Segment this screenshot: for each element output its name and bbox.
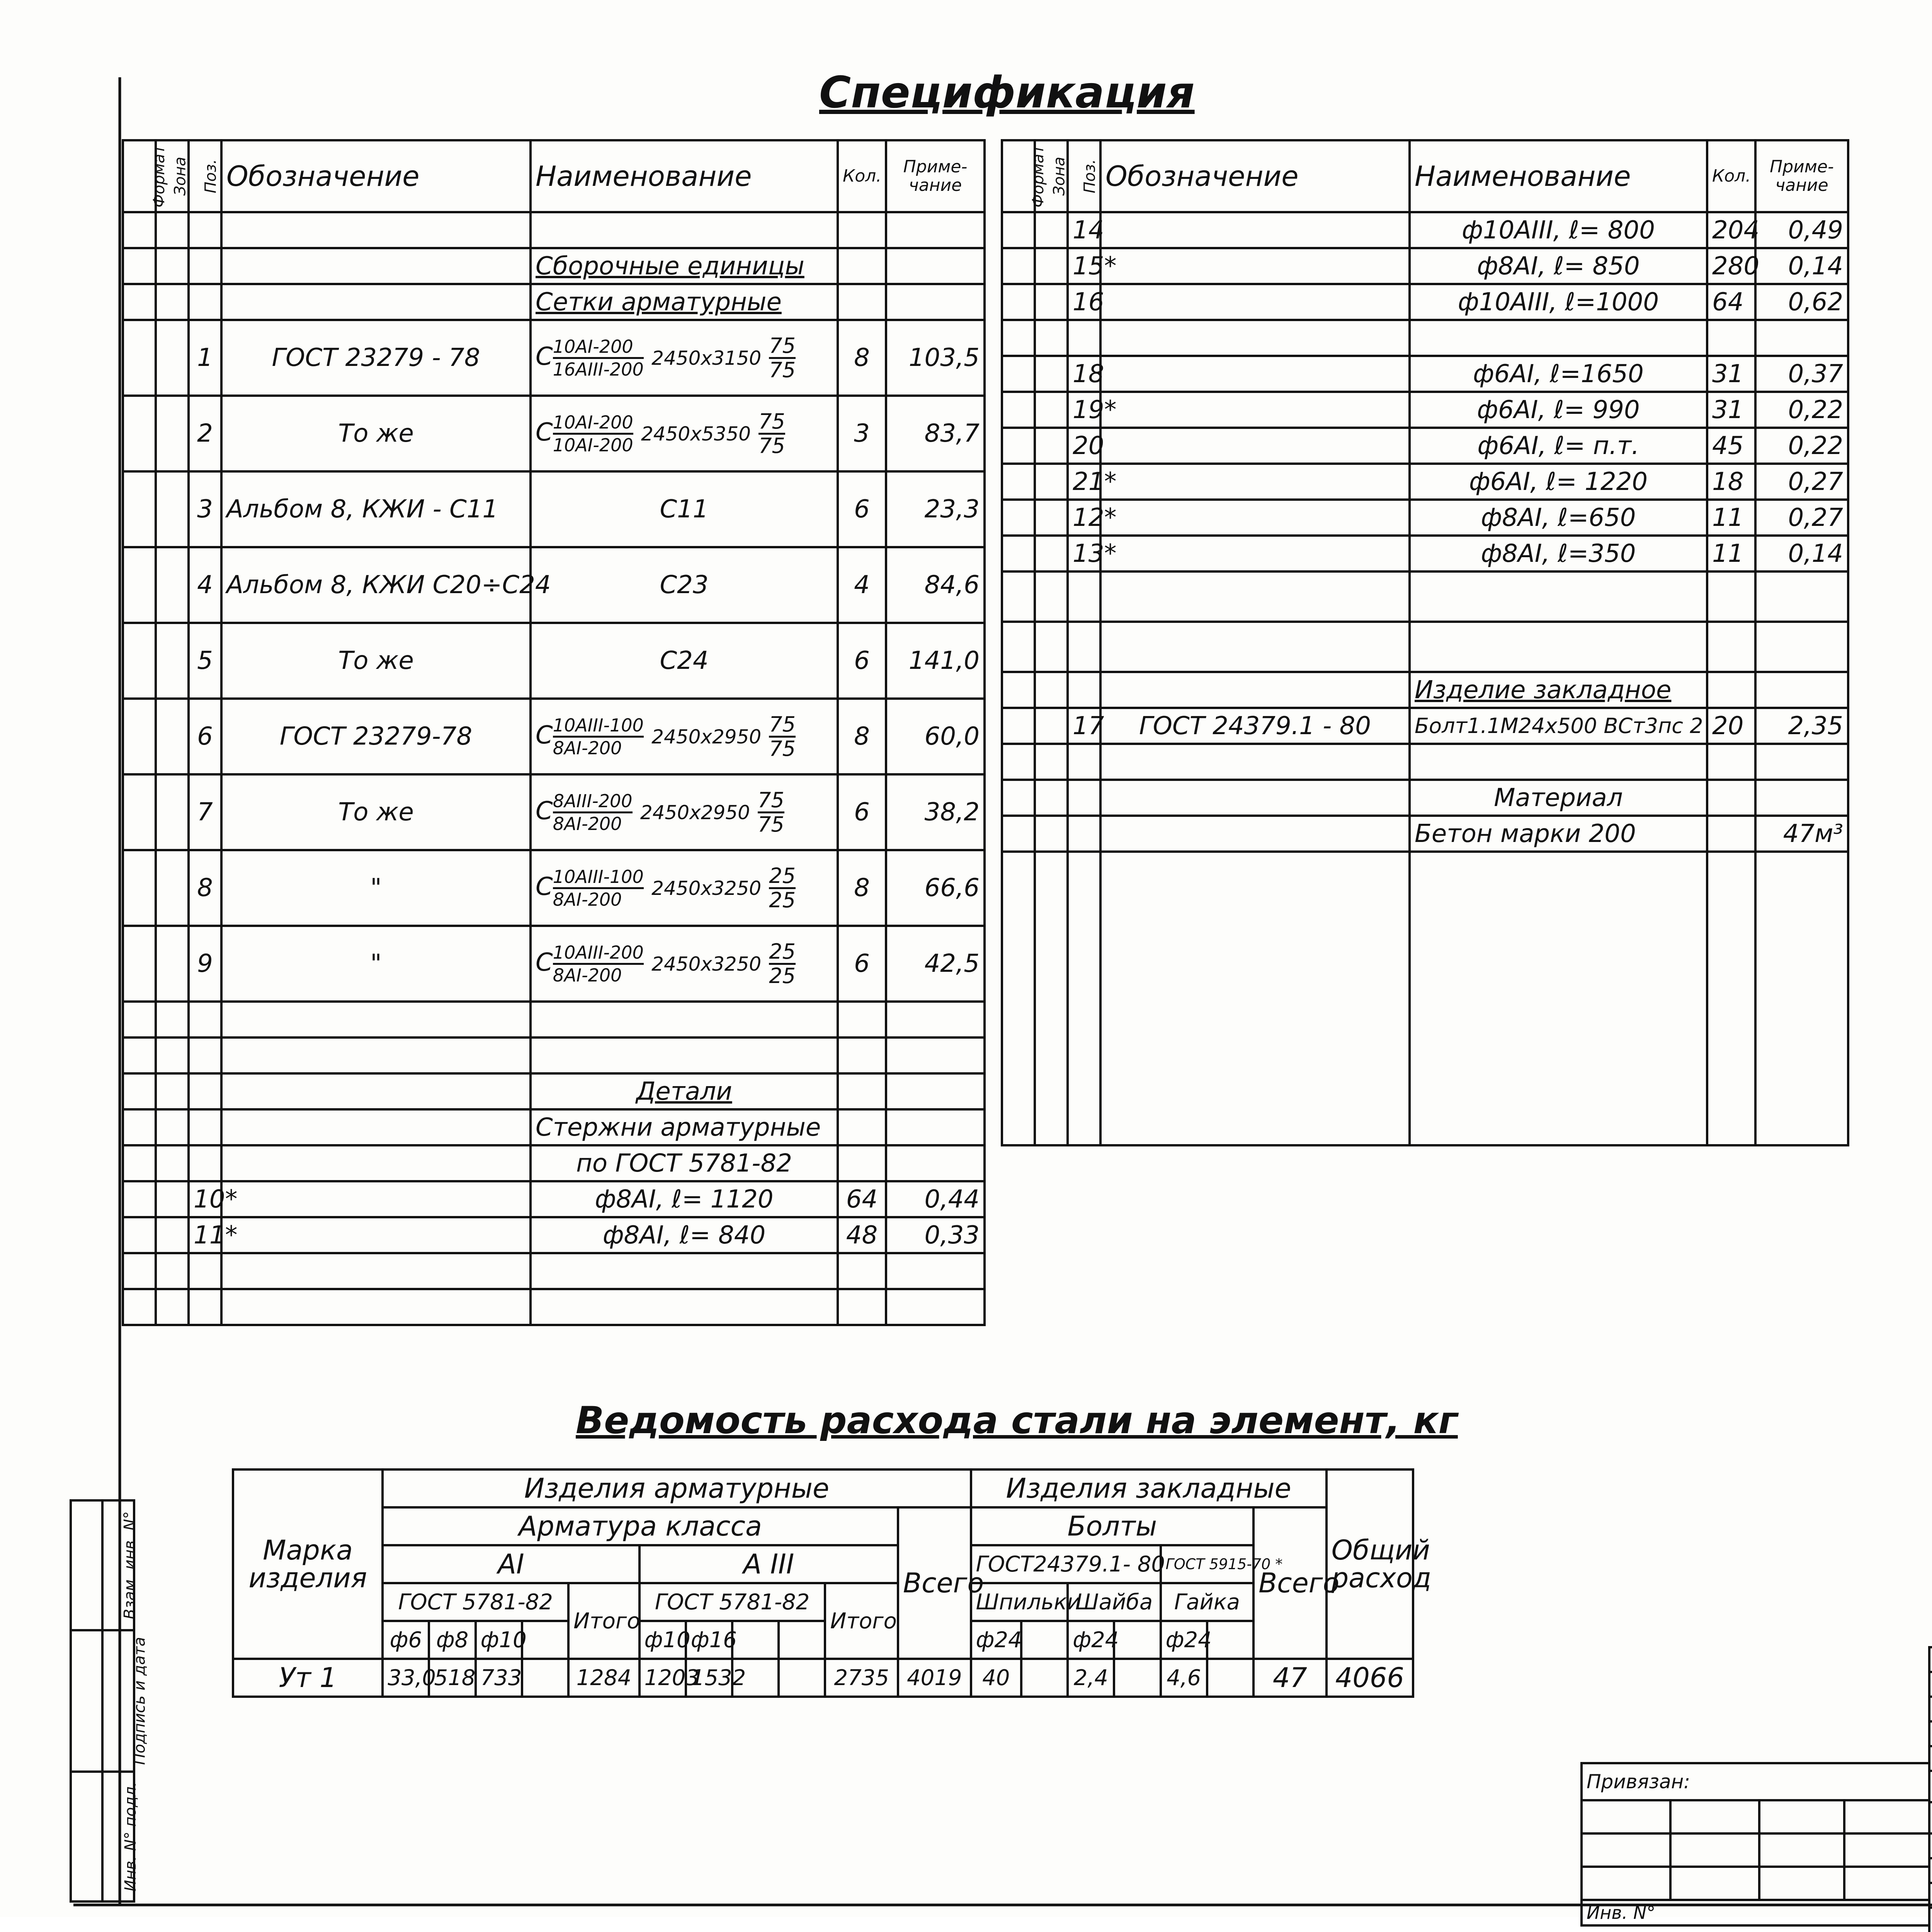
side-b: Подпись и дата	[131, 1637, 149, 1765]
side-c: Взам. инв. N°	[121, 1511, 139, 1619]
spec-row: 11* ф8АI, ℓ= 840 48 0,33	[123, 1217, 985, 1253]
steel-d6: ф6	[383, 1621, 429, 1659]
material-title: Материал	[1410, 780, 1707, 816]
steel-d10: ф10	[476, 1621, 522, 1659]
steel-itogo-1: Итого	[568, 1583, 639, 1659]
steel-total-consumption: Общий расход	[1327, 1469, 1413, 1659]
spec-row: 19* ф6АI, ℓ= 990 31 0,22	[1002, 392, 1848, 428]
spec-row: 13* ф8АI, ℓ=350 11 0,14	[1002, 536, 1848, 571]
role	[1929, 1883, 1932, 1908]
spec-row: 16 ф10АIII, ℓ=1000 64 0,62	[1002, 284, 1848, 320]
spec-row: 2 То же C $\frac{10АI-200}{10АI-200} 2450x5350$ $\frac{75}{75}$ 3 83,7	[123, 396, 985, 471]
sec-assembly: Сборочные единицы	[531, 248, 838, 284]
steel-bolts: Болты	[971, 1507, 1254, 1545]
hdr-pos: Поз.	[202, 159, 220, 194]
spec-title: Спецификация	[819, 68, 1195, 118]
steel-reinf-class: Арматура класса	[383, 1507, 898, 1545]
steel-gost-nut: ГОСТ 5915-70 *	[1161, 1545, 1253, 1583]
hdr-format: Формат	[150, 145, 168, 208]
steel-stud: Шпильки	[971, 1583, 1068, 1621]
rods-label: Стержни арматурные	[531, 1109, 838, 1145]
hdr-format: Формат	[1029, 145, 1048, 208]
hdr-name: Наименование	[1410, 140, 1707, 212]
steel-vsego-1: Всего	[898, 1507, 971, 1659]
role	[1929, 1833, 1932, 1858]
spec-row: 6 ГОСТ 23279-78 C $\frac{\text{10АIII-100}}{8АI-200} 2450x2950$ $\frac{75}{75}$ 8 60,0	[123, 699, 985, 774]
steel-washer: Шайба	[1068, 1583, 1160, 1621]
spec-row: 5 То же С24 6 141,0	[123, 623, 985, 699]
steel-row: Ут 1 33,0 518 733 1284 1203 1532 2735 4019 40 2,4 4,6 47 4066	[233, 1659, 1413, 1697]
spec-row: 12* ф8АI, ℓ=650 11 0,27	[1002, 500, 1848, 536]
embedded-title: Изделие закладное	[1410, 672, 1707, 708]
title-block	[1928, 1646, 1932, 1932]
spec-table-left	[122, 139, 986, 1326]
hdr-designation: Обозначение	[1100, 140, 1410, 212]
steel-d24a: ф24	[971, 1621, 1021, 1659]
side-strip	[70, 1499, 149, 1903]
steel-d8: ф8	[429, 1621, 475, 1659]
spec-row: 1 ГОСТ 23279 - 78 C $\frac{10АI-200}{\text{16АIII-200}} 2450x3150$ $\frac{75}{75}$ 8 103,5	[123, 320, 985, 396]
hdr-designation: Обозначение	[221, 140, 531, 212]
spec-row: 10* ф8АI, ℓ= 1120 64 0,44	[123, 1181, 985, 1217]
steel-gost-ai: ГОСТ 5781-82	[383, 1583, 568, 1621]
spec-row: 9 " C $\frac{\text{10АIII-200}}{8АI-200} 2450x3250$ $\frac{25}{25}$ 6 42,5	[123, 926, 985, 1002]
spec-row: 17 ГОСТ 24379.1 - 80 Болт1.1М24х500 ВСт3пс 2 20 2,35	[1002, 708, 1848, 744]
hdr-note: Приме-чание	[886, 140, 985, 212]
steel-d24c: ф24	[1161, 1621, 1207, 1659]
spec-row: 20 ф6АI, ℓ= п.т. 45 0,22	[1002, 428, 1848, 464]
rods-std: по ГОСТ 5781-82	[531, 1145, 838, 1181]
hdr-pos: Поз.	[1081, 159, 1099, 194]
spec-row: 21* ф6АI, ℓ= 1220 18 0,27	[1002, 464, 1848, 500]
steel-table	[232, 1468, 1432, 1698]
spec-table-right	[1001, 139, 1849, 1146]
steel-title: Ведомость расхода стали на элемент, кг	[576, 1399, 1458, 1442]
bound-label: Привязан:	[1582, 1763, 1929, 1800]
sec-parts: Детали	[531, 1073, 838, 1109]
inv-label: Инв. N°	[1582, 1900, 1929, 1925]
spec-row: 4 Альбом 8, КЖИ С20÷С24 С23 4 84,6	[123, 547, 985, 623]
steel-d16: ф16	[686, 1621, 732, 1659]
steel-ai: АI	[383, 1545, 639, 1583]
bound-table	[1580, 1762, 1930, 1927]
hdr-zone: Зона	[1050, 156, 1068, 196]
steel-mark: Марка изделия	[233, 1469, 383, 1659]
hdr-zone: Зона	[171, 156, 189, 196]
spec-row: 14 ф10АIII, ℓ= 800 204 0,49	[1002, 212, 1848, 248]
role	[1929, 1802, 1932, 1833]
spec-row: 8 " C $\frac{\text{10АIII-100}}{8АI-200} 2450x3250$ $\frac{25}{25}$ 8 66,6	[123, 850, 985, 926]
steel-gost-bolt: ГОСТ24379.1- 80	[971, 1545, 1161, 1583]
steel-d24b: ф24	[1068, 1621, 1114, 1659]
steel-gost-aiii: ГОСТ 5781-82	[639, 1583, 825, 1621]
spec-row: 15* ф8АI, ℓ= 850 280 0,14	[1002, 248, 1848, 284]
role	[1929, 1908, 1932, 1932]
role	[1929, 1771, 1932, 1802]
steel-vsego-2: Всего	[1253, 1507, 1327, 1659]
steel-aiii: А III	[639, 1545, 898, 1583]
role	[1929, 1858, 1932, 1883]
spec-row: 18 ф6АI, ℓ=1650 31 0,37	[1002, 356, 1848, 392]
spec-row: 3 Альбом 8, КЖИ - С11 С11 6 23,3	[123, 471, 985, 547]
hdr-note: Приме-чание	[1755, 140, 1848, 212]
hdr-qty: Кол.	[838, 140, 886, 212]
steel-d10b: ф10	[639, 1621, 686, 1659]
steel-embedded-items: Изделия закладные	[971, 1469, 1327, 1507]
spec-row: 7 То же C $\frac{\text{8АIII-200}}{8АI-200} 2450x2950$ $\frac{75}{75}$ 6 38,2	[123, 774, 985, 850]
spec-row: Бетон марки 200 47м³	[1002, 816, 1848, 852]
steel-itogo-2: Итого	[825, 1583, 898, 1659]
steel-nut: Гайка	[1161, 1583, 1253, 1621]
steel-reinf-items: Изделия арматурные	[383, 1469, 971, 1507]
hdr-name: Наименование	[531, 140, 838, 212]
side-a: Инв. N° подл.	[122, 1781, 140, 1892]
sec-mesh: Сетки арматурные	[531, 284, 838, 320]
hdr-qty: Кол.	[1707, 140, 1755, 212]
